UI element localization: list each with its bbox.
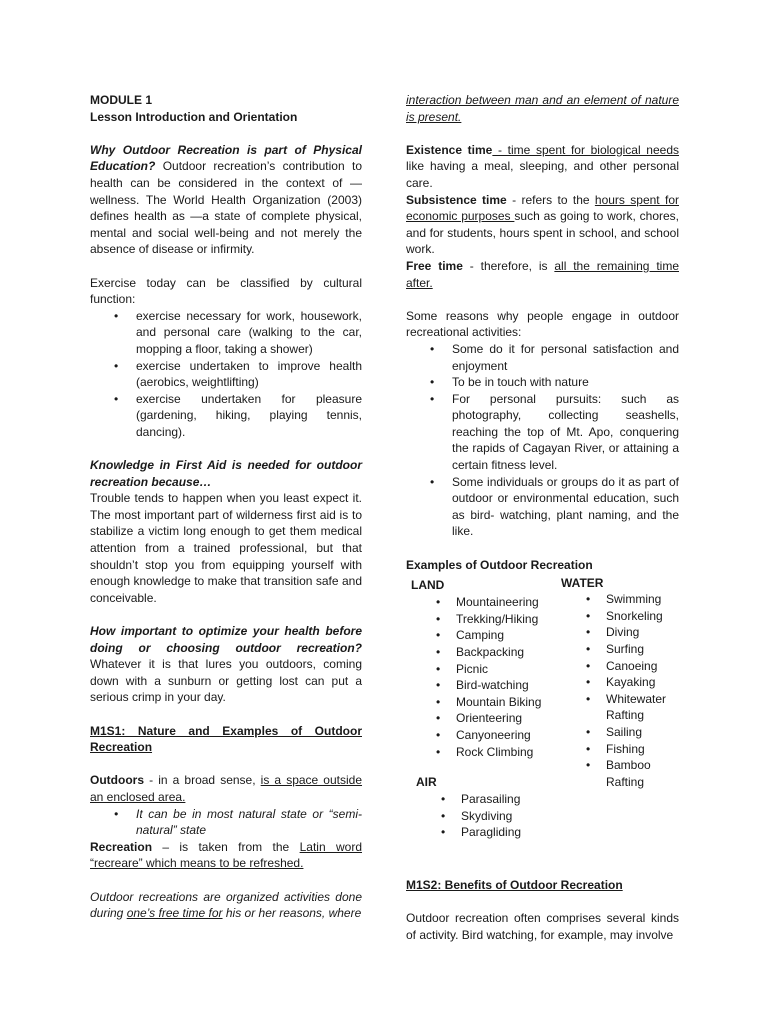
exercise-list	[90, 308, 362, 441]
optimize-heading: How important to optimize your health before doing or choosing outdoor recreation?	[90, 624, 362, 655]
free-time-definition	[406, 258, 679, 291]
lesson-title: Lesson Introduction and Orientation	[90, 109, 298, 124]
right-column	[406, 92, 679, 944]
benefits-body: Outdoor recreation often comprises several kinds of activity. Bird watching, for example, may involve	[406, 911, 679, 942]
subsistence-term: Subsistence time	[406, 192, 507, 207]
outdoors-connector: - in a broad sense,	[144, 773, 261, 788]
water-list	[606, 591, 670, 790]
list-item: • Kayaking	[606, 674, 670, 691]
list-item: • exercise undertaken for pleasure (gardening, hiking, playing tennis, dancing).	[136, 391, 362, 441]
list-item: • exercise undertaken to improve health (aerobics, weightlifting)	[136, 358, 362, 391]
subsistence-definition	[406, 192, 679, 258]
outdoors-definition	[90, 772, 362, 805]
list-item: • Some do it for personal satisfaction and enjoyment	[452, 341, 679, 374]
optimize-body: Whatever it is that lures you outdoors, coming down with a sunburn or getting lost can put a serious crimp in your day.	[90, 657, 362, 705]
why-body: Outdoor recreation’s contribution to health can be considered in the context of —wellness. The World Health Organization (2003) defines health as —a state of complete physical, mental and social well-being and not merely the absence of disease or infirmity.	[90, 159, 362, 257]
outdoors-meaning: is a space outside an enclosed area.	[90, 773, 363, 804]
list-item: • Bamboo Rafting	[606, 757, 670, 790]
examples-block	[406, 577, 679, 877]
exercise-intro: Exercise today can be classified by cultural function:	[90, 275, 362, 307]
list-item: • Picnic	[456, 661, 541, 678]
organized-text-b: one’s free time for	[126, 906, 223, 921]
free-time-meaning: all the remaining time after.	[406, 258, 679, 290]
free-time-connector: - therefore, is	[462, 258, 555, 273]
list-item: • It can be in most natural state or “semi-natural” state	[136, 806, 362, 839]
list-item: • Diving	[606, 624, 670, 641]
recreation-meaning: Latin word “recreare” which means to be refreshed.	[90, 839, 362, 871]
air-label: AIR	[416, 775, 437, 790]
recreation-term: Recreation	[90, 839, 153, 854]
existence-definition	[406, 142, 679, 192]
subsistence-rest: such as going to work, chores, and for students, hours spent in school, and school work.	[406, 209, 679, 257]
organized-text-c: his or her reasons, where	[222, 906, 362, 921]
left-column	[90, 92, 362, 922]
subsistence-meaning: hours spent for economic purposes	[406, 192, 680, 224]
list-item: • Paragliding	[461, 824, 521, 841]
organized-paragraph	[90, 889, 362, 922]
list-item: • exercise necessary for work, housework, and personal care (walking to the car, mopping a floor, taking a shower)	[136, 308, 362, 358]
list-item: • Some individuals or groups do it as part of outdoor or environmental education, such as bird- watching, plant naming, and the like.	[452, 474, 679, 540]
list-item: • Canoeing	[606, 658, 670, 675]
list-item: • Swimming	[606, 591, 670, 608]
list-item: • Skydiving	[461, 808, 521, 825]
free-time-term: Free time	[406, 258, 463, 273]
module-title: MODULE 1	[90, 93, 153, 107]
existence-rest: like having a meal, sleeping, and other personal care.	[406, 159, 679, 190]
list-item: • Trekking/Hiking	[456, 611, 541, 628]
subsistence-connector: - refers to the	[506, 192, 595, 207]
list-item: • Canyoneering	[456, 727, 541, 744]
existence-term: Existence time	[406, 142, 493, 157]
recreation-connector: – is taken from the	[152, 839, 300, 854]
why-paragraph	[90, 142, 362, 258]
list-item: • For personal pursuits: such as photography, collecting seashells, reaching the top of Mt. Apo, conquering the rapids of Cagayan River, or attaining a certain fitness level.	[452, 391, 679, 474]
water-label: WATER	[561, 576, 604, 591]
list-item: • Rock Climbing	[456, 744, 541, 761]
examples-heading: Examples of Outdoor Recreation	[406, 557, 593, 572]
first-aid-heading: Knowledge in First Aid is needed for outdoor recreation because…	[90, 458, 362, 489]
list-item: • Surfing	[606, 641, 670, 658]
m1s1-heading: M1S1: Nature and Examples of Outdoor Recreation	[90, 723, 362, 755]
list-item: • Snorkeling	[606, 608, 670, 625]
air-list	[461, 791, 521, 841]
list-item: • Bird-watching	[456, 677, 541, 694]
outdoors-list	[90, 806, 362, 839]
list-item: • Orienteering	[456, 710, 541, 727]
m1s2-heading: M1S2: Benefits of Outdoor Recreation	[406, 878, 623, 893]
existence-meaning: - time spent for biological needs	[492, 142, 679, 157]
first-aid-body: Trouble tends to happen when you least expect it. The most important part of wilderness first aid is to stabilize a victim long enough to get them medical attention from a trained professional, but that shouldn’t stop you from equipping yourself with enough knowledge to make that transition safe and conceivable.	[90, 491, 362, 605]
list-item: • Backpacking	[456, 644, 541, 661]
list-item: • Whitewater Rafting	[606, 691, 670, 724]
reasons-intro: Some reasons why people engage in outdoor recreational activities:	[406, 308, 679, 340]
organized-text-a: Outdoor recreations are organized activities done during	[90, 889, 362, 921]
list-item: • Parasailing	[461, 791, 521, 808]
list-item: • Camping	[456, 627, 541, 644]
recreation-definition	[90, 839, 362, 872]
optimize-paragraph	[90, 623, 362, 706]
outdoors-term: Outdoors	[90, 773, 144, 788]
list-item: • Sailing	[606, 724, 670, 741]
list-item: • Fishing	[606, 741, 670, 758]
land-list	[456, 594, 541, 760]
land-label: LAND	[411, 578, 445, 593]
why-heading: Why Outdoor Recreation is part of Physical Education?	[90, 142, 362, 174]
list-item: • To be in touch with nature	[452, 374, 679, 391]
list-item: • Mountain Biking	[456, 694, 541, 711]
list-item: • Mountaineering	[456, 594, 541, 611]
interaction-text: interaction between man and an element of nature is present.	[406, 93, 679, 124]
reasons-list	[406, 341, 679, 540]
